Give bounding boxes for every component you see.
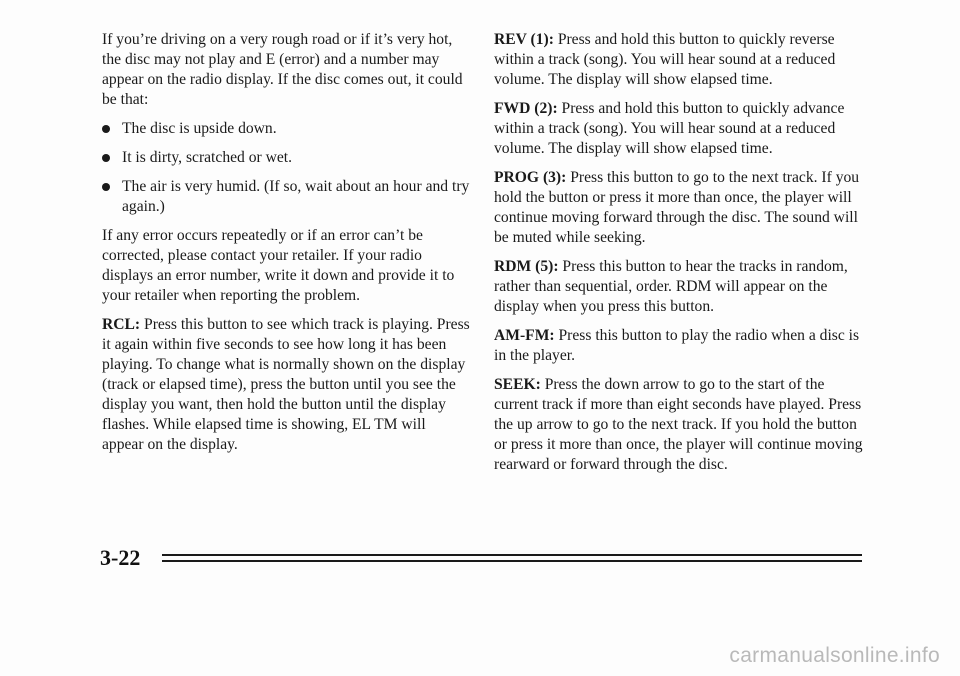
list-item [102,119,470,139]
list-item-text: It is dirty, scratched or wet. [122,149,293,166]
prog-description: Press this button to go to the next track. If you hold the button or press it more than once, the player will continue moving forward through the disc. The sound will be muted while seeking. [494,169,860,246]
rdm-term: RDM (5): [494,258,559,275]
list-item [102,148,470,168]
left-column [102,30,470,464]
list-item-text: The disc is upside down. [122,120,277,137]
bullet-icon [102,183,110,191]
am-fm-description: Press this button to play the radio when a disc is in the player. [494,327,860,364]
prog-term: PROG (3): [494,169,567,186]
rcl-paragraph [102,315,470,455]
list-item-text: The air is very humid. (If so, wait about an hour and try again.) [122,178,470,215]
rcl-description: Press this button to see which track is playing. Press it again within five seconds to see how long it has been playing. To change what is normally shown on the display (track or elapsed time), press the button until you see the display you want, then hold the button until the display flashes. While elapsed time is showing, EL TM will appear on the display. [102,316,470,453]
fwd-term: FWD (2): [494,100,558,117]
rev-description: Press and hold this button to quickly reverse within a track (song). You will hear sound at a reduced volume. The display will show elapsed time. [494,31,836,88]
am-fm-paragraph [494,326,866,366]
rdm-description: Press this button to hear the tracks in random, rather than sequential, order. RDM will appear on the display when you press this button. [494,258,848,315]
error-paragraph: If any error occurs repeatedly or if an error can’t be corrected, please contact your retailer. If your radio displays an error number, write it down and provide it to your retailer when reporting the problem. [102,227,455,304]
fwd-description: Press and hold this button to quickly advance within a track (song). You will hear sound at a reduced volume. The display will show elapsed time. [494,100,845,157]
rcl-term: RCL: [102,316,141,333]
footer-rule [162,554,862,556]
am-fm-term: AM-FM: [494,327,555,344]
page-number: 3-22 [100,545,141,570]
rev-term: REV (1): [494,31,554,48]
page-footer [100,545,862,575]
list-item [102,177,470,217]
bullet-icon [102,154,110,162]
seek-description: Press the down arrow to go to the start of the current track if more than eight seconds have played. Press the up arrow to go to the next track. If you hold the button or press it more than once, the player will continue moving rearward or forward through the disc. [494,376,863,473]
footer-rule-thin [162,560,862,562]
seek-term: SEEK: [494,376,541,393]
prog-paragraph [494,168,866,248]
intro-paragraph: If you’re driving on a very rough road or if it’s very hot, the disc may not play and E (error) and a number may appear on the radio display. If the disc comes out, it could be that: [102,31,463,108]
error-causes-list [102,119,470,217]
bullet-icon [102,125,110,133]
fwd-paragraph [494,99,866,159]
right-column [494,30,866,484]
seek-paragraph [494,375,866,475]
watermark: carmanualsonline.info [729,644,940,667]
rev-paragraph [494,30,866,90]
rdm-paragraph [494,257,866,317]
